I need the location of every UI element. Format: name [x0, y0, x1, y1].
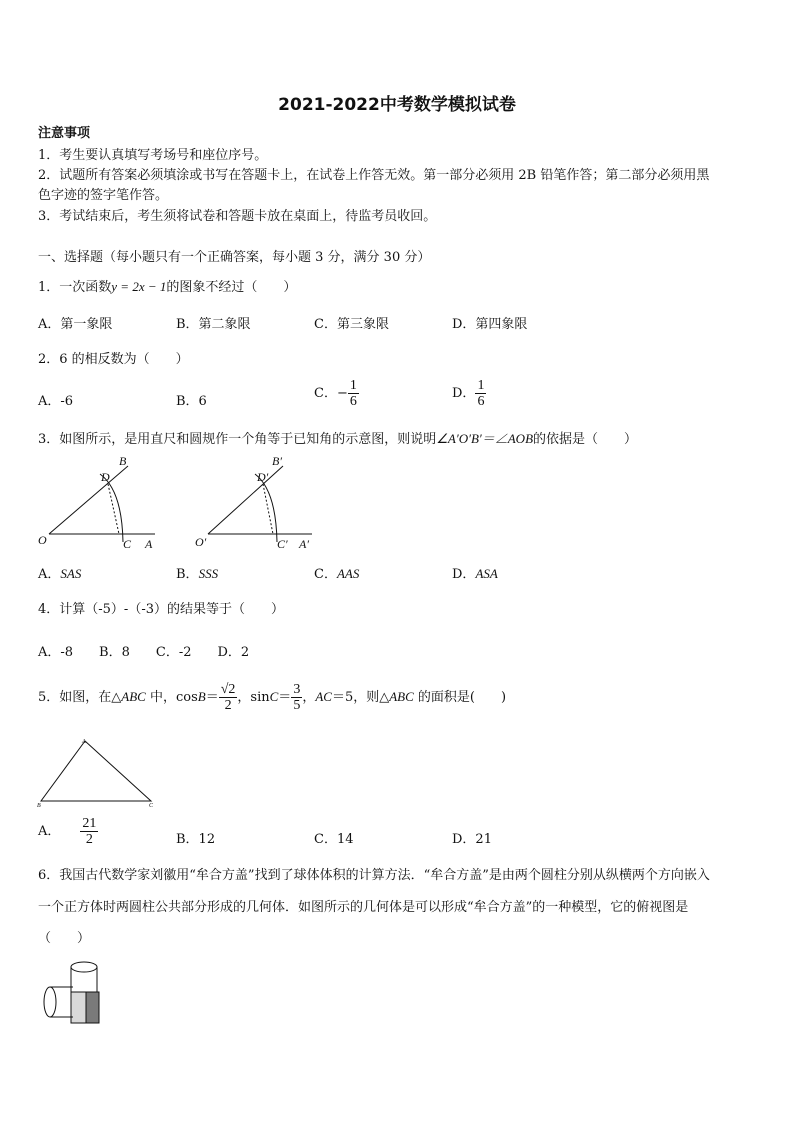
q3-figure-copy: [195, 454, 312, 551]
q1-option-d[interactable]: D．第四象限: [452, 317, 528, 332]
label-o-prime: O′: [195, 535, 207, 549]
q1-option-a[interactable]: A．第一象限: [38, 317, 113, 332]
q2-option-c[interactable]: [314, 378, 359, 409]
notice-item: 色字迹的签字笔作答。: [38, 188, 169, 203]
q3-prefix: 3．如图所示，是用直尺和圆规作一个角等于已知角的示意图，则说明: [38, 432, 437, 447]
label-c-prime: C′: [277, 537, 288, 551]
notice-item: 1．考生要认真填写考场号和座位序号。: [38, 148, 268, 163]
option-value: SAS: [60, 566, 82, 581]
label-d-prime: D′: [257, 470, 269, 484]
question-1: [38, 276, 296, 295]
q5-cos-num: √2: [220, 682, 236, 697]
q5-c: C: [269, 689, 279, 704]
option-label: A．: [38, 824, 61, 839]
triangle-abc: [41, 741, 151, 801]
q5-abc: ABC: [121, 689, 146, 704]
question-3: [38, 428, 637, 447]
option-value: ASA: [475, 566, 498, 581]
notice-item: 2．试题所有答案必须填涂或书写在答题卡上，在试卷上作答无效。第一部分必须用 2B 铅笔作答；第二部分必须用黑: [38, 168, 710, 183]
label-b-prime: B′: [272, 454, 282, 468]
cube-side: [86, 992, 99, 1023]
q5-text: ，: [302, 690, 316, 705]
q3-figure-original: [38, 454, 155, 551]
page-title: 2021-2022中考数学模拟试卷: [278, 95, 516, 115]
label-d: D: [101, 470, 110, 484]
q5-b: B: [197, 689, 206, 704]
q2-c-sign: −: [336, 386, 348, 401]
q5-option-a[interactable]: [38, 816, 98, 847]
option-value: SSS: [198, 566, 219, 581]
q5-triangle: [35, 735, 165, 810]
q1-suffix: 的图象不经过（ ）: [166, 280, 297, 295]
q5-cos-den: 2: [224, 698, 232, 713]
q5-sin-fraction: [291, 682, 302, 713]
q3-figures: [30, 450, 330, 555]
q3-option-d[interactable]: [452, 563, 498, 582]
q5-text: 的面积是( ): [413, 690, 507, 705]
q5-ac: AC: [315, 689, 332, 704]
question-6-line: 6．我国古代数学家刘徽用“牟合方盖”找到了球体体积的计算方法．“牟合方盖”是由两个圆柱分别从纵横两个方向嵌入: [38, 868, 710, 883]
label-a: A: [145, 537, 153, 551]
q3-option-a[interactable]: [38, 563, 81, 582]
q2-c-label: C．: [314, 386, 337, 401]
section-heading: 一、选择题（每小题只有一个正确答案，每小题 3 分，满分 30 分）: [38, 250, 431, 265]
arc-c2d2: [255, 474, 277, 542]
label-b: B: [119, 454, 127, 468]
q5-a-den: 2: [85, 832, 93, 847]
q5-text: 5．如图，在△: [38, 690, 122, 705]
q2-d-denominator: 6: [477, 394, 485, 409]
q2-c-numerator: 1: [349, 378, 357, 393]
q2-option-d[interactable]: [452, 378, 486, 409]
option-label: D．: [452, 567, 476, 582]
side-cylinder-cap: [44, 987, 56, 1017]
question-6-line: （ ）: [38, 931, 91, 946]
option-label: A．: [38, 567, 61, 582]
option-label: C．: [314, 567, 337, 582]
q1-formula: y = 2x − 1: [111, 279, 167, 294]
q5-option-d[interactable]: D．21: [452, 832, 492, 847]
q6-solid-figure: [38, 955, 108, 1030]
q5-sin-num: 3: [293, 682, 301, 697]
label-o: O: [38, 533, 47, 547]
q2-d-fraction: [475, 378, 486, 409]
q5-eq: ＝: [278, 690, 292, 705]
q5-a-num: 21: [82, 816, 97, 831]
q5-abc: ABC: [389, 689, 414, 704]
q5-option-c[interactable]: C．14: [314, 832, 354, 847]
question-6-line: 一个正方体时两圆柱公共部分形成的几何体．如图所示的几何体是可以形成“牟合方盖”的一种模型，它的俯视图是: [38, 900, 689, 915]
q3-option-c[interactable]: [314, 563, 359, 582]
question-5: [38, 682, 506, 713]
option-value: AAS: [336, 566, 360, 581]
q3-formula: ∠A′O′B′＝∠AOB: [436, 431, 534, 446]
top-cylinder-cap: [71, 962, 97, 972]
q2-option-b[interactable]: B．6: [176, 394, 207, 409]
q1-option-b[interactable]: B．第二象限: [176, 317, 251, 332]
notice-item: 3．考试结束后，考生须将试卷和答题卡放在桌面上，待监考员收回。: [38, 209, 437, 224]
vertex-b: B: [37, 803, 41, 809]
q5-text: 中，cos: [145, 690, 198, 705]
q2-option-a[interactable]: A．-6: [38, 394, 74, 409]
vertex-a: A: [82, 739, 86, 745]
question-4: 4．计算（-5）-（-3）的结果等于（ ）: [38, 602, 284, 617]
q3-option-b[interactable]: [176, 563, 218, 582]
label-c: C: [123, 537, 132, 551]
option-label: B．: [176, 567, 199, 582]
q2-c-denominator: 6: [349, 394, 357, 409]
q5-a-fraction: [80, 816, 98, 847]
arc-cd: [100, 474, 123, 542]
q5-option-b[interactable]: B．12: [176, 832, 216, 847]
q5-eq: ＝: [205, 690, 219, 705]
q5-cos-fraction: [219, 682, 238, 713]
q5-text: ，sin: [237, 690, 270, 705]
q5-sin-den: 5: [293, 698, 301, 713]
ray-ob: [49, 466, 128, 534]
q3-suffix: 的依据是（ ）: [533, 432, 638, 447]
q2-d-label: D．: [452, 386, 476, 401]
q1-option-c[interactable]: C．第三象限: [314, 317, 389, 332]
q5-text: ＝5，则△: [331, 690, 390, 705]
notice-heading: 注意事项: [38, 126, 91, 141]
q4-options[interactable]: A．-8 B．8 C．-2 D．2: [38, 645, 250, 660]
vertex-c: C: [149, 803, 154, 809]
label-a-prime: A′: [299, 537, 309, 551]
q1-prefix: 1．一次函数: [38, 280, 112, 295]
q2-d-numerator: 1: [477, 378, 485, 393]
q2-c-fraction: [348, 378, 359, 409]
question-2: 2．6 的相反数为（ ）: [38, 352, 189, 367]
